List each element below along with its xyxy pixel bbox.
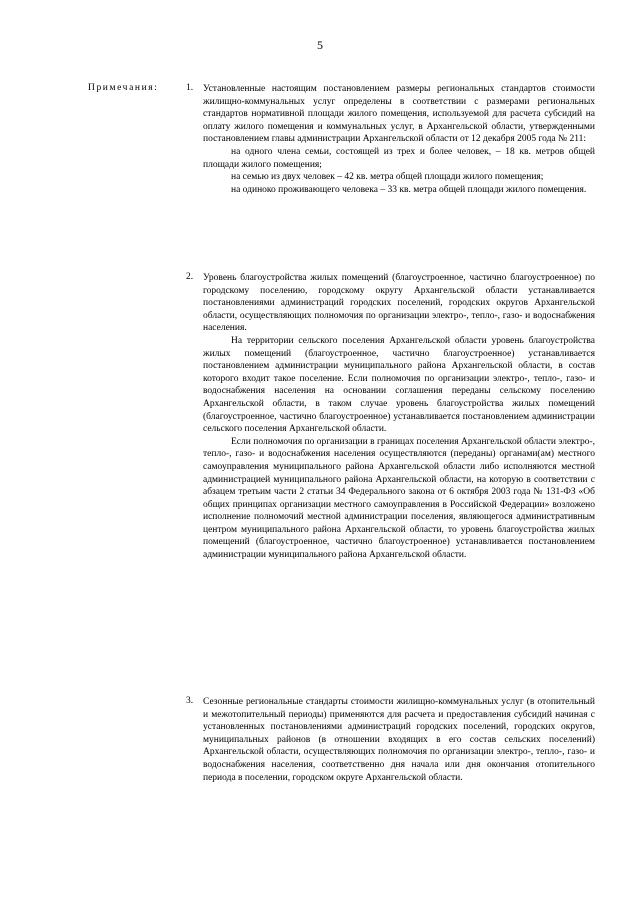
note-1-paragraph: на семью из двух человек – 42 кв. метра общей площади жилого помещения;	[231, 172, 544, 183]
note-number-3: 3.	[186, 696, 194, 706]
note-1	[203, 83, 595, 196]
note-3	[203, 696, 595, 784]
note-2-paragraph: На территории сельского поселения Архангельской области уровень благоустройства жилых помещений (благоустроенное, частично благоустроенное) устанавливается постановлением администрации муниципального района Архангельской области, в состав которого входит такое поселение. Если полномочия по организации электро-, тепло-, газо- и водоснабжения населения на основании соглашения переданы сельскому поселению Архангельской области, в таком случае уровень благоустройства жилых помещений (благоустроенное, частично благоустроенное) устанавливается постановлением администрации сельского поселения Архангельской области.	[203, 335, 595, 435]
note-3-paragraph: Сезонные региональные стандарты стоимости жилищно-коммунальных услуг (в отопительный и межотопительный периоды) применяются для расчета и предоставления субсидий начиная с установленных постановлениями администраций городских поселений, городских округов, муниципальных районов (в отношении входящих в его состав сельских поселений) Архангельской области, осуществляющих полномочия по организации электро-, тепло-, газо- и водоснабжения населения, соответственно дня начала или дня окончания отопительного периода в поселении, городском округе Архангельской области.	[203, 697, 595, 783]
note-1-paragraph: Установленные настоящим постановлением размеры региональных стандартов стоимости жилищно-коммунальных услуг определены в соответствии с размерами региональных стандартов нормативной площади жилого помещения, используемой для расчета субсидий на оплату жилого помещения и коммунальных услуг, в Архангельской области, утвержденными постановлением главы администрации Архангельской области от 12 декабря 2005 года № 211:	[203, 84, 595, 145]
notes-label: Примечания:	[88, 83, 159, 93]
note-2	[203, 272, 595, 562]
page-number: 5	[317, 38, 323, 52]
note-number-2: 2.	[186, 272, 194, 282]
note-1-paragraph: на одного члена семьи, состоящей из трех и более человек, – 18 кв. метров общей площади жилого помещения;	[203, 146, 595, 170]
note-2-paragraph: Уровень благоустройства жилых помещений (благоустроенное, частично благоустроенное) по городскому поселению, городскому округу Архангельской области устанавливается постановлениями администраций городских поселений, городских округов Архангельской области, осуществляющих полномочия по организации электро-, тепло-, газо- и водоснабжения населения.	[203, 273, 595, 334]
note-number-1: 1.	[186, 83, 194, 93]
note-2-paragraph: Если полномочия по организации в границах поселения Архангельской области электро-, тепло-, газо- и водоснабжения населения осуществляются (переданы) органами(ам) местного самоуправления муниципального района Архангельской области либо исполняются местной администрацией муниципального района Архангельской области, на которую в соответствии с абзацем третьим части 2 статьи 34 Федерального закона от 6 октября 2003 года № 131-ФЗ «Об общих принципах организации местного самоуправления в Российской Федерации» возложено исполнение полномочий местной администрации поселения, являющегося административным центром муниципального района Архангельской области, то уровень благоустройства жилых помещений (благоустроенное, частично благоустроенное) устанавливается постановлением администрации муниципального района Архангельской области.	[203, 436, 595, 561]
note-1-paragraph: на одиноко проживающего человека – 33 кв. метра общей площади жилого помещения.	[231, 184, 587, 195]
